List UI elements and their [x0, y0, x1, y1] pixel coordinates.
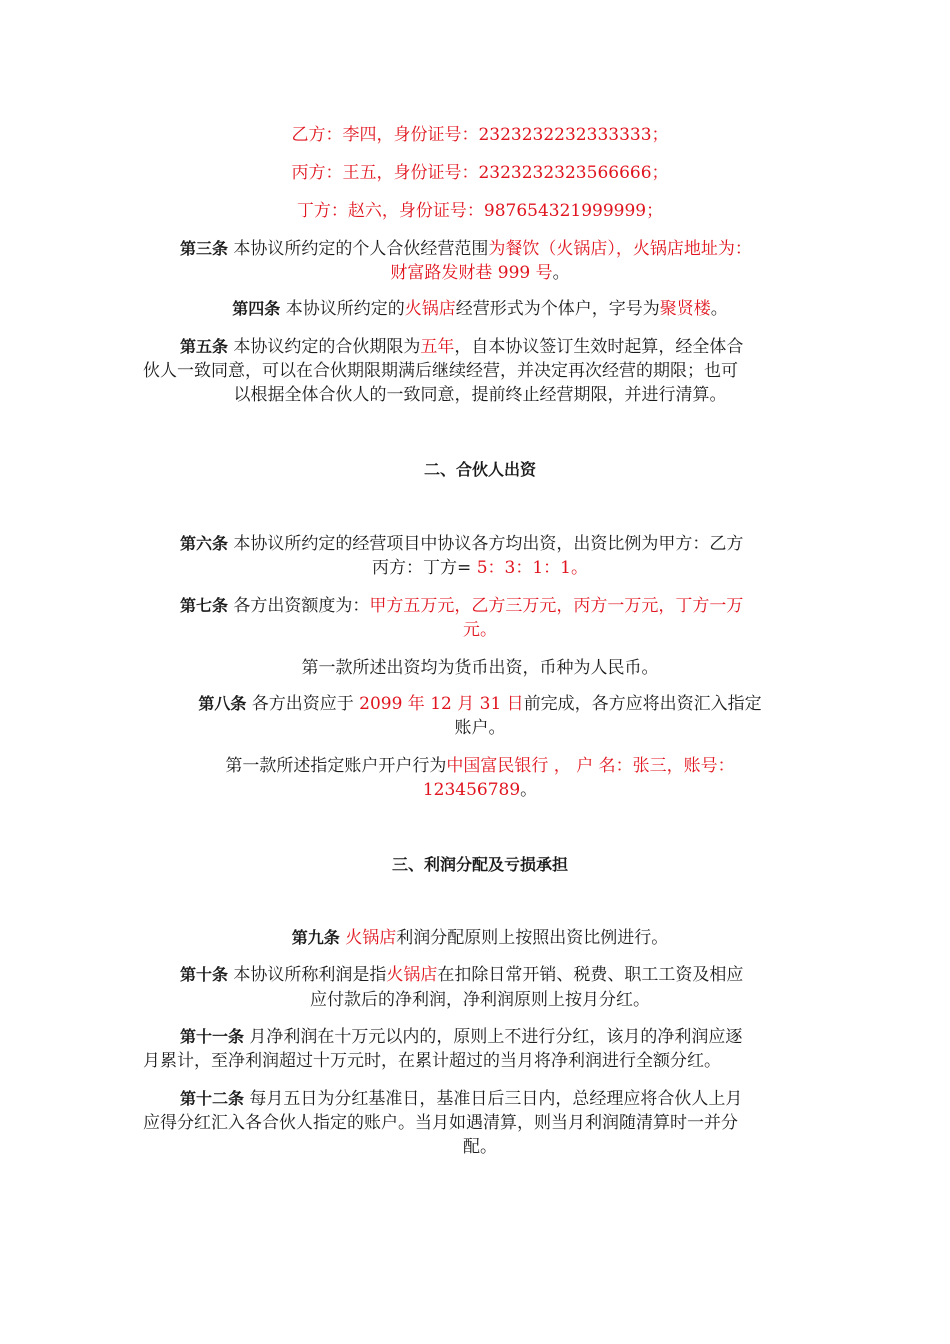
- article-5-line-2: 伙人一致同意，可以在合伙期限期满后继续经营，并决定再次经营的期限；也可: [143, 361, 738, 381]
- article-8-line-1: 第八条 各方出资应于 2099 年 12 月 31 日前完成，各方应将出资汇入指定: [198, 694, 762, 714]
- article-7-line-2: 元。: [463, 620, 497, 640]
- article-9: 第九条 火锅店利润分配原则上按照出资比例进行。: [291, 928, 669, 948]
- article-7-clause-1: 第一款所述出资均为货币出资，币种为人民币。: [301, 658, 659, 678]
- article-10-line-2: 应付款后的净利润，净利润原则上按月分红。: [310, 990, 650, 1010]
- article-10-line-1: 第十条 本协议所称利润是指火锅店在扣除日常开销、税费、职工工资及相应: [180, 965, 744, 985]
- party-yi: 乙方：李四，身份证号：2323232232333333；: [291, 125, 669, 145]
- article-11-line-2: 月累计，至净利润超过十万元时，在累计超过的当月将净利润进行全额分红。: [143, 1051, 721, 1071]
- article-12-line-2: 应得分红汇入各合伙人指定的账户。当月如遇清算，则当月利润随清算时一并分: [143, 1113, 738, 1133]
- article-3-title: 第三条: [180, 239, 229, 258]
- article-5-line-1: 第五条 本协议约定的合伙期限为五年，自本协议签订生效时起算，经全体合: [180, 337, 744, 357]
- article-5-line-3: 以根据全体合伙人的一致同意，提前终止经营期限，并进行清算。: [233, 385, 727, 405]
- article-8-line-2: 账户。: [454, 718, 506, 738]
- article-7-line-1: 第七条 各方出资额度为：甲方五万元，乙方三万元，丙方一万元，丁方一万: [180, 596, 744, 616]
- article-10-title: 第十条: [180, 965, 229, 984]
- article-7-title: 第七条: [180, 596, 229, 615]
- article-8-title: 第八条: [198, 694, 247, 713]
- section-heading-3: 三、利润分配及亏损承担: [391, 855, 568, 874]
- article-3-line-2: 财富路发财巷 999 号。: [390, 263, 570, 283]
- article-12-line-1: 第十二条 每月五日为分红基准日，基准日后三日内，总经理应将合伙人上月: [180, 1089, 743, 1109]
- article-4: 第四条 本协议所约定的火锅店经营形式为个体户，字号为聚贤楼。: [232, 299, 728, 319]
- article-5-title: 第五条: [180, 337, 229, 356]
- article-6-title: 第六条: [180, 534, 229, 553]
- article-12-line-3: 配。: [463, 1137, 497, 1157]
- article-6-line-2: 丙方：丁方= 5：3：1：1。: [372, 558, 588, 578]
- party-bing: 丙方：王五，身份证号：2323232323566666；: [291, 163, 669, 183]
- section-heading-2: 二、合伙人出资: [423, 460, 536, 479]
- article-8-clause-1-line-2: 123456789。: [422, 780, 538, 800]
- article-11-line-1: 第十一条 月净利润在十万元以内的，原则上不进行分红，该月的净利润应逐: [180, 1027, 743, 1047]
- article-4-title: 第四条: [232, 299, 281, 318]
- article-8-clause-1-line-1: 第一款所述指定账户开户行为中国富民银行 ， 户 名：张三，账号：: [225, 756, 735, 776]
- party-ding: 丁方：赵六，身份证号：987654321999999；: [296, 201, 664, 221]
- article-11-title: 第十一条: [180, 1027, 245, 1046]
- article-9-title: 第九条: [291, 928, 340, 947]
- article-6-line-1: 第六条 本协议所约定的经营项目中协议各方均出资，出资比例为甲方：乙方: [180, 534, 744, 554]
- article-12-title: 第十二条: [180, 1089, 245, 1108]
- article-3-line-1: 第三条 本协议所约定的个人合伙经营范围为餐饮（火锅店），火锅店地址为：: [180, 239, 752, 259]
